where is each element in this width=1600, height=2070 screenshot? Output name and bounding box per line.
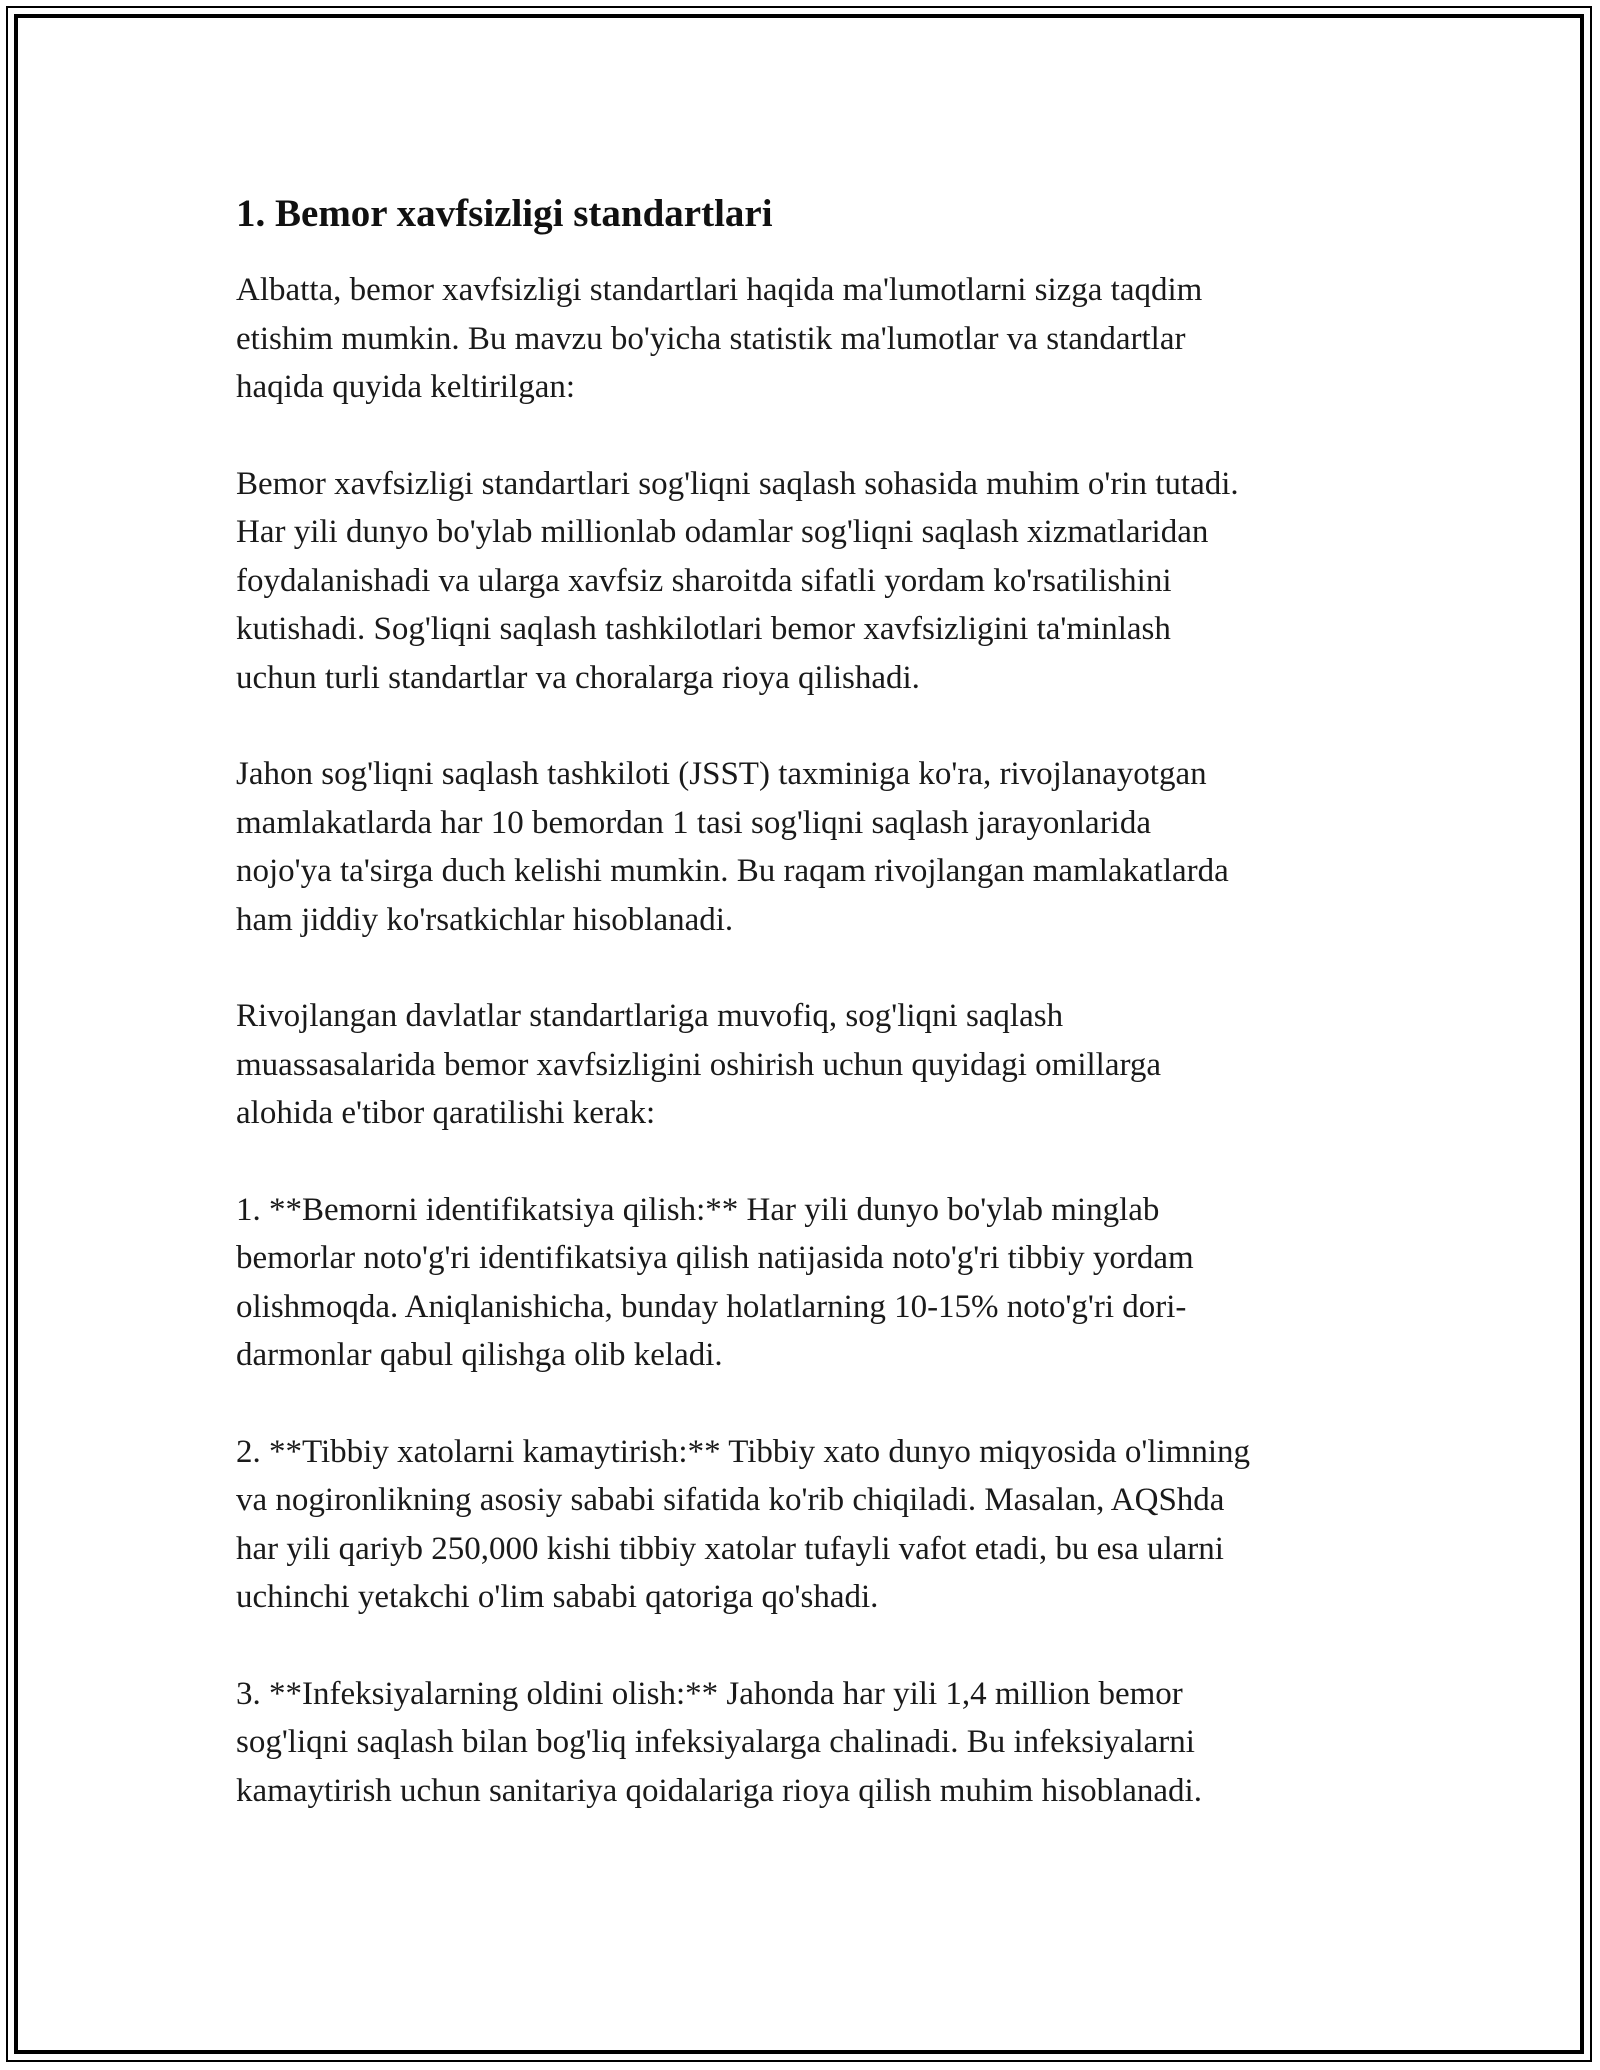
document-body [236,186,1376,1863]
list-item-identification: 1. **Bemorni identifikatsiya qilish:** Har yili dunyo bo'ylab minglab bemorlar noto'g'ri identifikatsiya qilish natijasida noto'g'ri tibbiy yordam olishmoqda. Aniqlanishicha, bunday holatlarning 10-15% noto'g'ri dori- darmonlar qabul qilishga olib keladi. [236,1191,1194,1373]
paragraph-intro: Albatta, bemor xavfsizligi standartlari haqida ma'lumotlarni sizga taqdim etishim mumkin. Bu mavzu bo'yicha statistik ma'lumotlar va standartlar haqida quyida keltirilgan: [236,272,1203,405]
list-item-medical-errors: 2. **Tibbiy xatolarni kamaytirish:** Tibbiy xato dunyo miqyosida o'limning va nogironlikning asosiy sababi sifatida ko'rib chiqiladi. Masalan, AQShda har yili qariyb 250,000 kishi tibbiy xatolar tufayli vafot etadi, bu esa ularni uchinchi yetakchi o'lim sababi qatoriga qo'shadi. [236,1433,1251,1615]
paragraph-who-estimate: Jahon sog'liqni saqlash tashkiloti (JSST) taxminiga ko'ra, rivojlanayotgan mamlakatlarda har 10 bemordan 1 tasi sog'liqni saqlash jarayonlarida nojo'ya ta'sirga duch kelishi mumkin. Bu raqam rivojlangan mamlakatlarda ham jiddiy ko'rsatkichlar hisoblanadi. [236,756,1229,938]
list-item-infection-prevention: 3. **Infeksiyalarning oldini olish:** Jahonda har yili 1,4 million bemor sog'liqni saqlash bilan bog'liq infeksiyalarga chalinadi. Bu infeksiyalarni kamaytirish uchun sanitariya qoidalariga rioya qilish muhim hisoblanadi. [236,1675,1202,1809]
document-title: 1. Bemor xavfsizligi standartlari [236,192,773,235]
paragraph-factors-intro: Rivojlangan davlatlar standartlariga muvofiq, sog'liqni saqlash muassasalarida bemor xavfsizligini oshirish uchun quyidagi omillarga alohida e'tibor qaratilishi kerak: [236,998,1162,1131]
paragraph-importance: Bemor xavfsizligi standartlari sog'liqni saqlash sohasida muhim o'rin tutadi. Har yili dunyo bo'ylab millionlab odamlar sog'liqni saqlash xizmatlaridan foydalanishadi va ularga xavfsiz sharoitda sifatli yordam ko'rsatilishini kutishadi. Sog'liqni saqlash tashkilotlari bemor xavfsizligini ta'minlash uchun turli standartlar va choralarga rioya qilishadi. [236,465,1239,696]
